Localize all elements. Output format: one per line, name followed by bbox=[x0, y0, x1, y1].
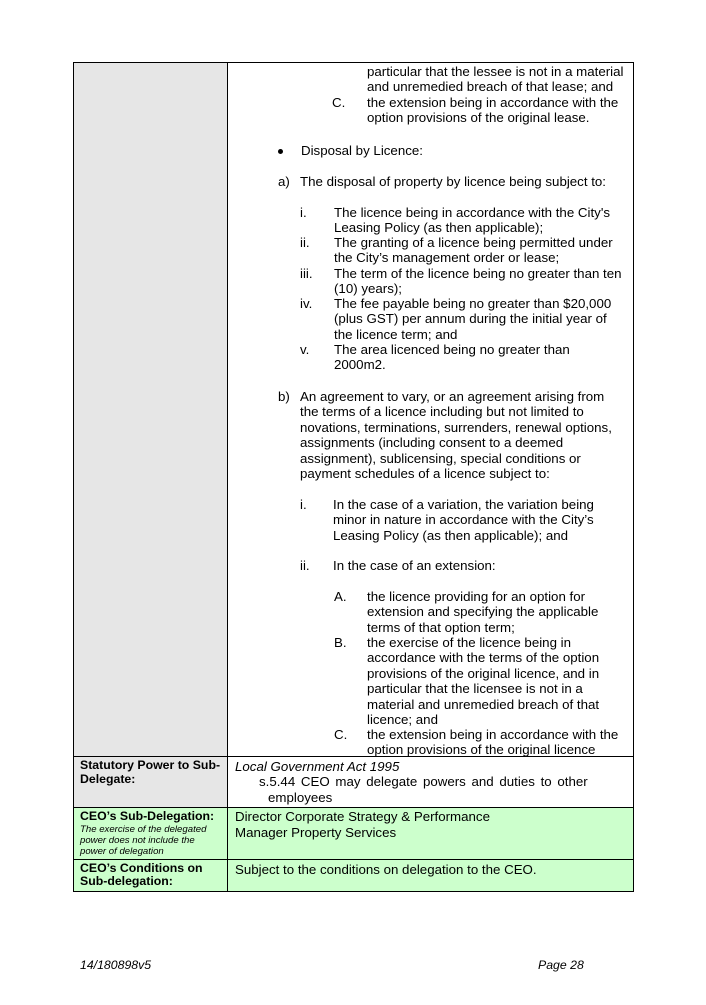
continuation-label-cell bbox=[74, 63, 228, 757]
item-marker: iv. bbox=[300, 296, 313, 311]
conditions-label: CEO’s Conditions on Sub-delegation: bbox=[80, 860, 203, 889]
item-line: Leasing Policy (as then applicable); and bbox=[333, 527, 569, 543]
clause-marker: a) bbox=[278, 174, 290, 189]
continuation-content bbox=[228, 63, 633, 756]
section-text-cont: employees bbox=[268, 789, 333, 805]
conditions-label-cell bbox=[74, 859, 228, 891]
clause-b-line: An agreement to vary, or an agreement arising from bbox=[300, 389, 605, 404]
item-line: the City’s management order or lease; bbox=[334, 250, 560, 266]
clause-b-line: assignment), sublicensing, special conditions or bbox=[300, 450, 581, 466]
clause-b-line: assignments (including consent to a deemed bbox=[300, 435, 564, 451]
item-marker: ii. bbox=[300, 558, 310, 573]
statutory-label-cell bbox=[74, 757, 228, 808]
act-name: Local Government Act 1995 bbox=[235, 759, 400, 774]
clause-b-line: novations, terminations, surrenders, renewal options, bbox=[300, 419, 612, 435]
continuation-content-cell bbox=[228, 63, 634, 757]
item-marker: v. bbox=[300, 342, 310, 357]
page-number: Page 28 bbox=[538, 958, 584, 972]
item-line: The term of the licence being no greater than ten bbox=[334, 266, 622, 281]
item-line: the licence providing for an option for bbox=[367, 589, 586, 604]
item-line: the extension being in accordance with the bbox=[367, 727, 619, 742]
item-line: particular that the licensee is not in a bbox=[367, 681, 583, 697]
item-marker: C. bbox=[334, 727, 348, 742]
clause-marker: b) bbox=[278, 389, 290, 404]
item-line: The area licenced being no greater than bbox=[334, 342, 570, 357]
item-line: material and unremedied breach of that bbox=[367, 696, 600, 712]
delegate-title: Manager Property Services bbox=[235, 824, 397, 840]
item-line: (10) years); bbox=[334, 281, 402, 297]
delegation-table bbox=[73, 62, 634, 892]
item-line: licence; and bbox=[367, 712, 438, 727]
item-line: the licence term; and bbox=[334, 326, 458, 342]
item-line: extension and specifying the applicable bbox=[367, 604, 599, 620]
item-marker: C. bbox=[332, 95, 346, 110]
item-line: (plus GST) per annum during the initial year of bbox=[334, 311, 607, 327]
clause-b-line: the terms of a licence including but not limited to bbox=[300, 404, 584, 420]
lease-tail-line: particular that the lessee is not in a material bbox=[367, 64, 624, 79]
sub-delegation-label-cell bbox=[74, 808, 228, 860]
section-text: s.5.44 CEO may delegate powers and duties to other bbox=[259, 774, 588, 790]
item-line: provisions of the original licence, and in bbox=[367, 665, 600, 681]
sub-delegation-label: CEO’s Sub-Delegation: bbox=[80, 809, 215, 824]
item-marker: i. bbox=[300, 497, 307, 512]
item-marker: iii. bbox=[300, 266, 313, 281]
conditions-text: Subject to the conditions on delegation to the CEO. bbox=[235, 861, 537, 877]
item-line: In the case of an extension: bbox=[333, 558, 496, 573]
item-line: terms of that option term; bbox=[367, 619, 515, 635]
item-line: minor in nature in accordance with the City’s bbox=[333, 512, 594, 528]
item-line: The granting of a licence being permitted under bbox=[334, 235, 613, 250]
statutory-value-cell bbox=[228, 757, 634, 808]
sub-delegation-note: The exercise of the delegated power does not include the power of delegation bbox=[80, 823, 207, 857]
clause-b-line: payment schedules of a licence subject to: bbox=[300, 466, 550, 481]
statutory-label: Statutory Power to Sub-Delegate: bbox=[80, 758, 221, 786]
sub-delegation-value-cell bbox=[228, 808, 634, 860]
item-marker: B. bbox=[334, 635, 347, 650]
bullet-icon bbox=[278, 149, 283, 154]
conditions-value-cell bbox=[228, 859, 634, 891]
item-line: The licence being in accordance with the City's bbox=[334, 205, 611, 220]
item-line: In the case of a variation, the variation being bbox=[333, 497, 594, 512]
item-marker: i. bbox=[300, 205, 307, 220]
item-line: 2000m2. bbox=[334, 357, 386, 373]
bullet-heading: Disposal by Licence: bbox=[301, 143, 423, 158]
delegate-title: Director Corporate Strategy & Performance bbox=[235, 809, 490, 825]
item-marker: ii. bbox=[300, 235, 310, 250]
item-line: option provisions of the original lease. bbox=[367, 110, 590, 125]
item-line: the exercise of the licence being in bbox=[367, 635, 572, 650]
item-marker: A. bbox=[334, 589, 347, 604]
lease-tail-line: and unremedied breach of that lease; and bbox=[367, 79, 614, 94]
item-line: Leasing Policy (as then applicable); bbox=[334, 220, 544, 236]
item-line: accordance with the terms of the option bbox=[367, 650, 600, 666]
document-reference: 14/180898v5 bbox=[80, 958, 152, 972]
item-line: the extension being in accordance with the bbox=[367, 95, 619, 110]
item-line: option provisions of the original licence bbox=[367, 742, 596, 758]
clause-text: The disposal of property by licence being subject to: bbox=[300, 174, 607, 189]
item-line: The fee payable being no greater than $20,000 bbox=[334, 296, 612, 311]
